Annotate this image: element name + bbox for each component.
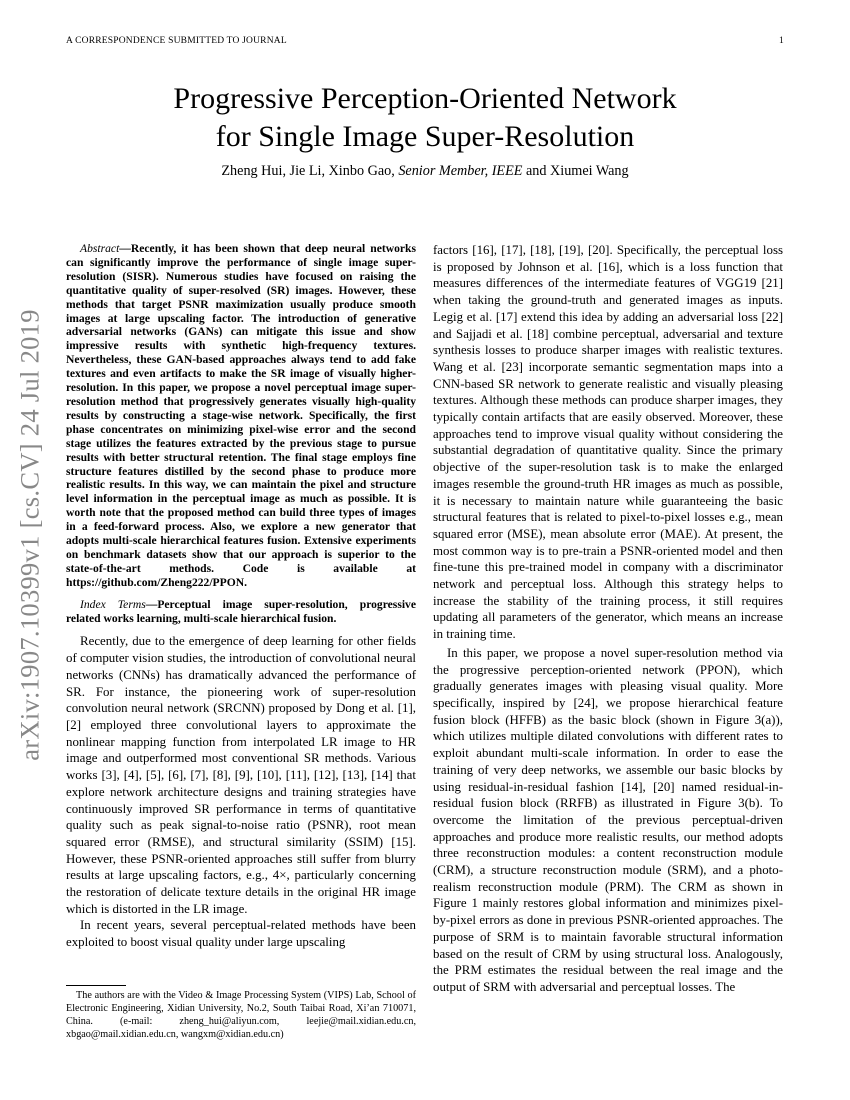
abstract [66,242,416,590]
title-line-1: Progressive Perception-Oriented Network [173,82,677,115]
arxiv-identifier: arXiv:1907.10399v1 [cs.CV] 24 Jul 2019 [14,309,45,761]
index-terms-label: Index Terms [80,597,146,611]
page-number: 1 [779,36,784,46]
title-line-2: for Single Image Super-Resolution [215,120,635,153]
author-affiliation-footnote: The authors are with the Video & Image Processing System (VIPS) Lab, School of Electronic Engineering, Xidian University, No.2, South Taibai Road, Xi’an 710071, China. (e-mail: zheng_hui@aliyun.com, leejie@mail.xidian.edu.cn, xbgao@mail.xidian.edu.cn, wangxm@xidian.edu.cn) [66,990,416,1040]
intro-paragraph-2: In recent years, several perceptual-related methods have been exploited to boost visual quality under large upscaling [66,918,416,950]
running-title: A CORRESPONDENCE SUBMITTED TO JOURNAL [66,36,287,46]
index-terms [66,598,416,626]
author-names: Zheng Hui, Jie Li, Xinbo Gao, [221,163,399,179]
footnote-rule [66,985,126,986]
author-list [60,163,790,180]
index-terms-text: —Perceptual image super-resolution, progressive related works learning, multi-scale hierarchical fusion. [66,597,416,625]
abstract-label: Abstract [80,242,120,255]
body-paragraph-continued: factors [16], [17], [18], [19], [20]. Specifically, the perceptual loss is proposed by Johnson et al. [16], which is a loss function that measures differences of the intermediate features of VGG19 [21] when taking the ground-truth and generated images as inputs. Legig et al. [17] extend this idea by adding an adversarial loss [22] and Sajjadi et al. [18] combine perceptual, adversarial and texture synthesis losses to produce sharper images with realistic textures. Wang et al. [23] incorporate semantic segmentation maps into a CNN-based SR network to generate realistic and visually pleasing textures. Although these methods can produce sharper images, they typically contain artifacts that are easily observed. Moreover, these approaches tend to improve visual quality without considering the substantial degradation of quantitative quality. Since the primary objective of the super-resolution task is to make the enlarged images resemble the ground-truth HR images as much as possible, it is necessary to maintain nature while guaranteeing the basic structural features that is related to pixel-to-pixel losses e.g., mean squared error (MSE), mean absolute error (MAE). At present, the most common way is to pre-train a PSNR-oriented model and then fine-tune this pre-trained model in company with a discriminator network and perceptual loss. Although this strategy helps to increase the stability of the training process, it still requires updating all parameters of the generator, which means an increase in training time. [433,243,783,642]
author-names-rest: and Xiumei Wang [522,163,629,179]
left-column [66,242,416,951]
paper-title [60,80,790,156]
right-column [433,242,783,996]
body-paragraph-proposal: In this paper, we propose a novel super-resolution method via the progressive perception-oriented network (PPON), which gradually generates images with pleasing visual quality. More specifically, inspired by [24], we propose hierarchical feature fusion block (HFFB) as the basic block (shown in Figure 3(a)), which utilizes multiple dilated convolutions with different rates to exploit abundant multi-scale information. In order to ease the training of very deep networks, we assemble our basic blocks by using residual-in-residual fashion [14], [20] named residual-in-residual fusion block (RRFB) as illustrated in Figure 3(b). To overcome the limitation of the previous perceptual-driven approaches and produce more realistic results, our method adopts three reconstruction modules: a content reconstruction module (CRM), a structure reconstruction module (SRM), and a photo-realism reconstruction module (PRM). The CRM as shown in Figure 1 mainly restores global information and minimizes pixel-by-pixel errors as done in previous PSNR-oriented approaches. The purpose of SRM is to maintain favorable structural information based on the result of CRM by using structural loss. Analogously, the PRM estimates the residual between the real image and the output of SRM with adversarial and perceptual losses. The [433,645,783,994]
running-header [66,36,784,50]
arxiv-sidebar [10,215,50,855]
author-role: Senior Member, IEEE [398,163,523,179]
intro-paragraph-1: Recently, due to the emergence of deep learning for other fields of computer vision studies, the introduction of convolutional neural networks (CNNs) has dramatically advanced the performance of SR. For instance, the pioneering work of super-resolution convolution neural network (SRCNN) proposed by Dong et al. [1], [2] employed three convolutional layers to approximate the nonlinear mapping function from interpolated LR image to HR image and outperformed most conventional SR methods. Various works [3], [4], [5], [6], [7], [8], [9], [10], [11], [12], [13], [14] that explore network architecture designs and training strategies have continuously improved SR performance in terms of quantitative quality such as peak signal-to-noise ratio (PSNR), root mean squared error (RMSE), and structural similarity (SSIM) [15]. However, these PSNR-oriented approaches still suffer from blurry results at large upscaling factors, e.g., 4×, particularly concerning the restoration of delicate texture details in the original HR image which is distorted in the LR image. [66,634,416,916]
abstract-text: —Recently, it has been shown that deep neural networks can significantly improve the performance of single image super-resolution (SISR). Numerous studies have focused on raising the quantitative quality of super-resolved (SR) images. However, these methods that target PSNR maximization usually produce smooth images at large upscaling factor. The introduction of generative adversarial networks (GANs) can mitigate this issue and show impressive results with synthetic high-frequency textures. Nevertheless, these GAN-based approaches always tend to add fake textures and even artifacts to make the SR image of visually higher-resolution. In this paper, we propose a novel perceptual image super-resolution method that progressively generates visually high-quality results by constructing a stage-wise network. Specifically, the first phase concentrates on minimizing pixel-wise error and the second stage utilizes the features extracted by the previous stage to pursue results with better structural retention. The final stage employs fine structure features distilled by the second phase to produce more realistic results. In this way, we can maintain the pixel and structure level information in the perceptual image as much as possible. It is worth note that the proposed method can build three types of images in a feed-forward process. Also, we explore a new generator that adopts multi-scale hierarchical features fusion. Extensive experiments on benchmark datasets show that our approach is superior to the state-of-the-art methods. Code is available at https://github.com/Zheng222/PPON. [66,242,416,589]
